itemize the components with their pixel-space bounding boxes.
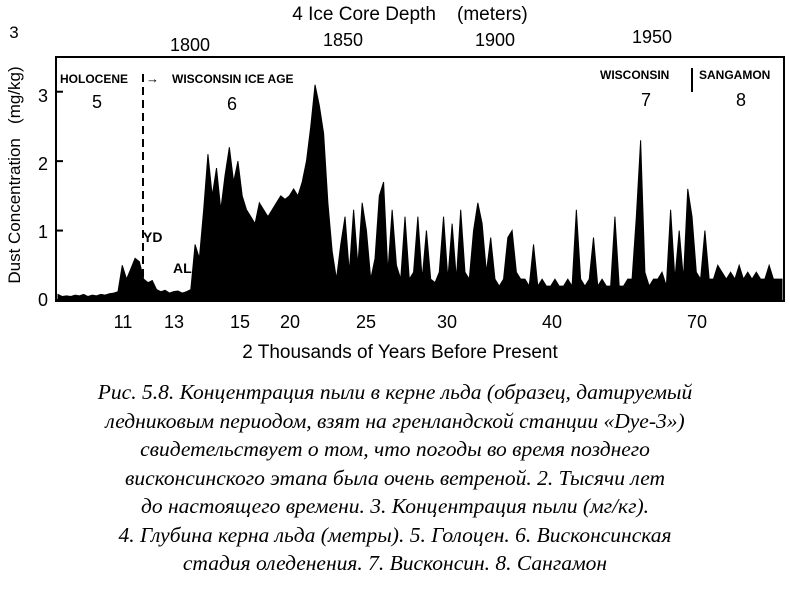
top-axis-title: 4 Ice Core Depth (meters) <box>292 4 528 25</box>
caption-line: 4. Глубина керна льда (метры). 5. Голоцен. 6. Висконсинская <box>118 522 672 547</box>
x-tick-label: 40 <box>541 312 563 332</box>
top-tick-label: 1850 <box>322 30 364 50</box>
label-5: 5 <box>91 92 103 112</box>
yd-label: YD <box>143 229 163 245</box>
x-tick-label: 15 <box>229 312 251 332</box>
label-6: 6 <box>226 94 238 114</box>
x-tick-label: 20 <box>279 312 301 332</box>
caption-line: ледниковым периодом, взят на гренландской станции «Dye-3») <box>105 408 685 433</box>
sangamon-label: SANGAMON <box>699 68 771 82</box>
top-tick-label: 1950 <box>631 27 673 47</box>
label-8: 8 <box>735 90 747 110</box>
dust-series-path <box>58 85 782 300</box>
y-axis-ticks <box>38 86 48 310</box>
y-tick-label: 3 <box>37 86 49 106</box>
x-tick-label: 25 <box>355 312 377 332</box>
al-bo-label: AL BO <box>173 260 217 276</box>
y-axis-label: Dust Concentration (mg/kg) <box>5 66 24 284</box>
y-tick-label: 1 <box>37 222 49 242</box>
y-tick-label: 2 <box>37 154 49 174</box>
figure-caption <box>0 378 790 578</box>
x-tick-label: 30 <box>436 312 458 332</box>
top-tick-label: 1800 <box>169 35 211 55</box>
x-tick-label: 13 <box>163 312 185 332</box>
caption-line: до настоящего времени. 3. Концентрация пыли (мг/кг). <box>140 494 650 518</box>
caption-line: стадия оледенения. 7. Висконсин. 8. Сангамон <box>182 551 608 575</box>
y-tick-label: 0 <box>37 290 49 310</box>
arrow-glyph: → <box>146 71 159 86</box>
wisconsin-label: WISCONSIN <box>600 68 670 82</box>
y-tick-marks <box>56 92 63 300</box>
label-7: 7 <box>640 90 652 110</box>
caption-line: висконсинского этапа была очень ветреной. 2. Тысячи лет <box>124 465 666 490</box>
x-axis-title: 2 Thousands of Years Before Present <box>242 342 558 363</box>
x-tick-label: 11 <box>113 312 133 332</box>
x-tick-label: 70 <box>686 312 708 332</box>
top-axis-ticks <box>170 27 672 55</box>
top-tick-label: 1900 <box>474 30 516 50</box>
caption-line: Рис. 5.8. Концентрация пыли в керне льда (образец, датируемый <box>97 380 693 404</box>
x-axis-ticks <box>114 312 707 332</box>
caption-line: свидетельствует о том, что погоды во время позднего <box>140 437 650 461</box>
y-axis-number: 3 <box>9 23 19 42</box>
dust-series-area <box>58 85 782 300</box>
holocene-label: HOLOCENE <box>60 72 129 86</box>
wisconsin-ice-age-label: WISCONSIN ICE AGE <box>172 72 294 86</box>
